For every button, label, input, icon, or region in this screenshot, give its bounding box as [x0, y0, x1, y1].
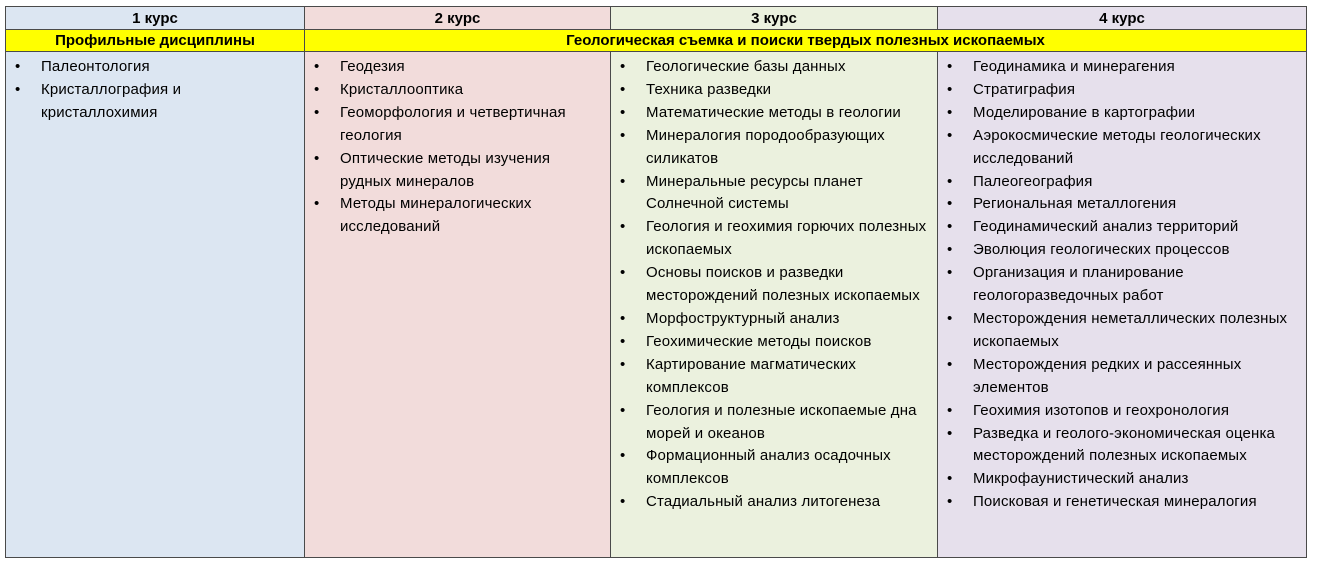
- list-item: • Палеогеография: [938, 171, 1300, 194]
- list-item: • Минеральные ресурсы планет Солнечной системы: [611, 171, 931, 217]
- list-item: • Поисковая и генетическая минералогия: [938, 491, 1300, 514]
- course-1-list: [6, 52, 304, 125]
- list-item: • Геоморфология и четвертичная геология: [305, 102, 604, 148]
- list-item: • Эволюция геологических процессов: [938, 239, 1300, 262]
- list-item: • Математические методы в геологии: [611, 102, 931, 125]
- list-item: • Палеонтология: [6, 56, 298, 79]
- header-course-2: 2 курс: [305, 7, 611, 30]
- header-row: [6, 7, 1307, 30]
- list-item: • Микрофаунистический анализ: [938, 468, 1300, 491]
- course-2-list: [305, 52, 610, 239]
- list-item: • Кристаллография и кристаллохимия: [6, 79, 298, 125]
- list-item: • Месторождения редких и рассеянных элементов: [938, 354, 1300, 400]
- body-row: [6, 52, 1307, 558]
- specialization-label: Геологическая съемка и поиски твердых полезных ископаемых: [305, 30, 1307, 52]
- subheader-row: [6, 30, 1307, 52]
- list-item: • Методы минералогических исследований: [305, 193, 604, 239]
- list-item: • Минералогия породообразующих силикатов: [611, 125, 931, 171]
- course-4-cell: [938, 52, 1307, 558]
- list-item: • Геологические базы данных: [611, 56, 931, 79]
- list-item: • Формационный анализ осадочных комплексов: [611, 445, 931, 491]
- list-item: • Геохимические методы поисков: [611, 331, 931, 354]
- course-4-list: [938, 52, 1306, 514]
- list-item: • Моделирование в картографии: [938, 102, 1300, 125]
- header-course-4: 4 курс: [938, 7, 1307, 30]
- list-item: • Геохимия изотопов и геохронология: [938, 400, 1300, 423]
- header-course-3: 3 курс: [611, 7, 938, 30]
- list-item: • Месторождения неметаллических полезных ископаемых: [938, 308, 1300, 354]
- course-3-cell: [611, 52, 938, 558]
- curriculum-table: [5, 6, 1307, 558]
- list-item: • Аэрокосмические методы геологических исследований: [938, 125, 1300, 171]
- list-item: • Геология и полезные ископаемые дна морей и океанов: [611, 400, 931, 446]
- header-course-1: 1 курс: [6, 7, 305, 30]
- list-item: • Геодинамика и минерагения: [938, 56, 1300, 79]
- list-item: • Оптические методы изучения рудных минералов: [305, 148, 604, 194]
- profile-disciplines-label: Профильные дисциплины: [6, 30, 305, 52]
- course-3-list: [611, 52, 937, 514]
- course-2-cell: [305, 52, 611, 558]
- list-item: • Стадиальный анализ литогенеза: [611, 491, 931, 514]
- list-item: • Картирование магматических комплексов: [611, 354, 931, 400]
- list-item: • Организация и планирование геологоразведочных работ: [938, 262, 1300, 308]
- list-item: • Морфоструктурный анализ: [611, 308, 931, 331]
- list-item: • Стратиграфия: [938, 79, 1300, 102]
- list-item: • Геодинамический анализ территорий: [938, 216, 1300, 239]
- list-item: • Техника разведки: [611, 79, 931, 102]
- list-item: • Разведка и геолого-экономическая оценка месторождений полезных ископаемых: [938, 423, 1300, 469]
- list-item: • Геология и геохимия горючих полезных ископаемых: [611, 216, 931, 262]
- course-1-cell: [6, 52, 305, 558]
- list-item: • Кристаллооптика: [305, 79, 604, 102]
- list-item: • Геодезия: [305, 56, 604, 79]
- list-item: • Основы поисков и разведки месторождений полезных ископаемых: [611, 262, 931, 308]
- list-item: • Региональная металлогения: [938, 193, 1300, 216]
